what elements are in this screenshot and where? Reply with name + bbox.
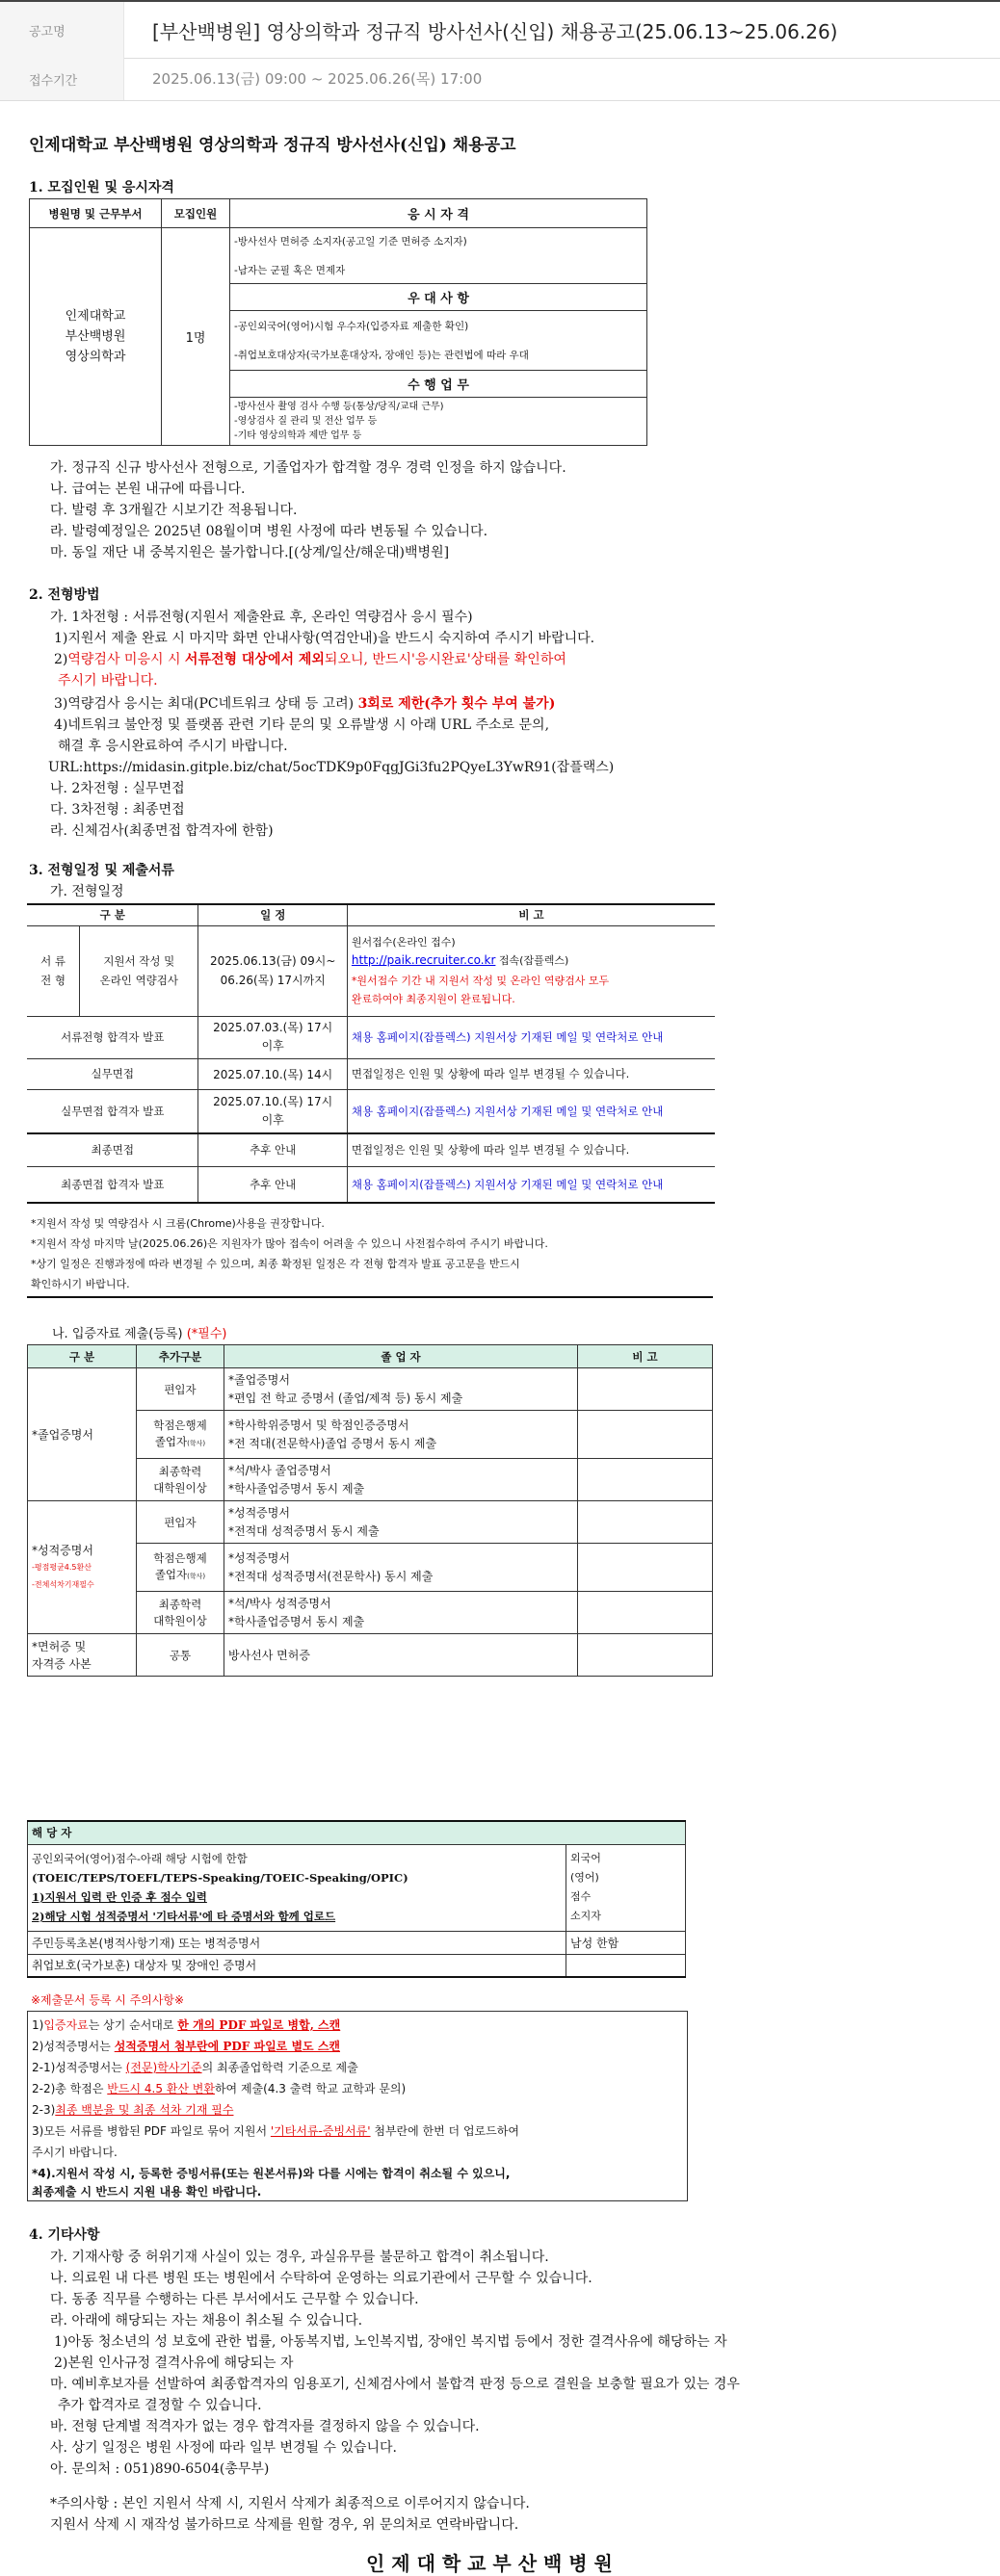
caution-2: 지원서 삭제 시 재작성 불가하므로 삭제를 원할 경우, 위 문의처로 연락바랍니다. bbox=[50, 2517, 519, 2533]
period-row bbox=[0, 56, 1000, 101]
upload-notice-heading: ※제출문서 등록 시 주의사항※ bbox=[31, 1993, 185, 2007]
posting-title: [부산백병원] 영상의학과 정규직 방사선사(신입) 채용공고(25.06.13~25.06.26) bbox=[152, 20, 838, 43]
schedule-table: 구 분 일 정 비 고 서 류 전 형 지원서 작성 및 온라인 역량검사 2025.06.13(금) 09시~ 06.26(목) 17시까지 원서접수(온라인 접수) http://paik.recruiter.co.kr 접속(잡플렉스) *원서접수 기간 내 지원서 작성 및 온라인 역량검사 모두 완료하여야 최종지원이 완료됩니다. 서류전형 합격자 발표 2025.07.03.(목) 17시 이후 채용 홈페이지(잡플렉스) 지원서상 기재된 메일 및 연락처로 안내 실무면접 2025.07.10.(목) 14시 면접일정은 인원 및 상황에 따라 일부 변경될 수 있습니다. 실무면접 합격자 발표 2025.07.10.(목) 17시 이후 채용 홈페이지(잡플렉스) 지원서상 기재된 메일 및 연락처로 안내 최종면접 추후 안내 면접일정은 인원 및 상황에 따라 일부 변경될 수 있습니다. 최종면접 합격자 발표 추후 안내 채용 홈페이지(잡플렉스) 지원서상 기재된 메일 및 연락처로 안내 bbox=[27, 903, 715, 1204]
s3-b: 나. 입증자료 제출(등록) (*필수) bbox=[52, 1327, 227, 1341]
count-cell: 1명 bbox=[162, 228, 230, 446]
s4-f: 바. 전형 단계별 적격자가 없는 경우 합격자를 결정하지 않을 수 있습니다. bbox=[50, 2419, 480, 2434]
col-stage: 구 분 bbox=[27, 904, 198, 925]
qualification-cell: -방사선사 면허증 소지자(공고일 기준 면허증 소지자) -남자는 군필 혹은 면제자 bbox=[230, 228, 647, 284]
s4-e-cont: 추가 합격자로 결정할 수 있습니다. bbox=[58, 2398, 262, 2413]
recruit-site-link[interactable]: http://paik.recruiter.co.kr bbox=[351, 953, 496, 967]
s3-a: 가. 전형일정 bbox=[50, 884, 124, 899]
section-1-heading: 1. 모집인원 및 응시자격 bbox=[29, 180, 174, 195]
s4-g: 사. 상기 일정은 병원 사정에 따라 일부 변경될 수 있습니다. bbox=[50, 2440, 398, 2456]
schedule-note-2: *지원서 작성 마지막 날(2025.06.26)은 지원자가 많아 접속이 어려울 수 있으니 사전접수하여 주시기 바랍니다. bbox=[31, 1237, 548, 1250]
col-schedule: 일 정 bbox=[198, 904, 347, 925]
support-url: URL:https://midasin.gitple.biz/chat/5ocTDK9p0FqgJGi3fu2PQyeL3YwR91(잡플랙스) bbox=[48, 760, 615, 775]
recruitment-table bbox=[29, 198, 647, 446]
divider bbox=[27, 1296, 713, 1298]
duty-heading: 수 행 업 무 bbox=[230, 371, 647, 398]
s2-c: 다. 3차전형 : 최종면접 bbox=[50, 802, 185, 818]
s2-a: 가. 1차전형 : 서류전형(지원서 제출완료 후, 온라인 역량검사 응시 필수) bbox=[50, 610, 473, 625]
upload-notice-box: 1)입증자료는 상기 순서대로 한 개의 PDF 파일로 병합, 스캔 2)성적증명서는 성적증명서 첨부란에 PDF 파일로 별도 스캔 2-1)성적증명서는 (전문)학사기준의 최종졸업학력 기준으로 제출 2-2)총 학점은 반드시 4.5 환산 변환하여 제출(4.3 출력 학교 교학과 문의) 2-3)최종 백분율 및 최종 석차 기재 필수 3)모든 서류를 병합된 PDF 파일로 묶어 지원서 '기타서류-증빙서류' 첨부란에 한번 더 업로드하여 주시기 바랍니다. *4).지원서 작성 시, 등록한 증빙서류(또는 원본서류)와 다를 시에는 합격이 취소될 수 있으니, 최종제출 시 반드시 지원 내용 확인 바랍니다. bbox=[27, 2011, 688, 2201]
contact-info: 아. 문의처 : 051)890-6504(총무부) bbox=[50, 2461, 270, 2477]
s2-a2: 2)역량검사 미응시 시 서류전형 대상에서 제외되오니, 반드시'응시완료'상태를 확인하여 bbox=[54, 652, 566, 667]
col-dept: 병원명 및 근무부서 bbox=[30, 199, 162, 228]
schedule-note-1: *지원서 작성 및 역량검사 시 크롬(Chrome)사용을 권장합니다. bbox=[31, 1217, 325, 1230]
s2-a4-cont: 해결 후 응시완료하여 주시기 바랍니다. bbox=[58, 739, 288, 754]
preference-cell: -공인외국어(영어)시험 우수자(입증자료 제출한 확인) -취업보호대상자(국가보훈대상자, 장애인 등)는 관련법에 따라 우대 bbox=[230, 311, 647, 371]
main-title: 인제대학교 부산백병원 영상의학과 정규직 방사선사(신입) 채용공고 bbox=[29, 136, 516, 155]
eligible-table: 해 당 자 공인외국어(영어)점수-아래 해당 시험에 한함 (TOEIC/TEPS/TOEFL/TEPS-Speaking/TOEIC-Speaking/OPIC) 1)지원서 입력 란 인증 후 점수 입력 2)해당 시험 성적증명서 '기타서류'에 타 증명서와 함께 업로드 외국어 (영어) 점수 소지자 주민등록초본(병적사항기재) 또는 병적증명서 남성 한함 취업보호(국가보훈) 대상자 및 장애인 증명서 bbox=[27, 1820, 686, 1978]
schedule-note-4: 확인하시기 바랍니다. bbox=[31, 1278, 130, 1290]
col-remarks: 비 고 bbox=[347, 904, 715, 925]
col-count: 모집인원 bbox=[162, 199, 230, 228]
note-1d: 라. 발령예정일은 2025년 08월이며 병원 사정에 따라 변동될 수 있습니다. bbox=[50, 524, 488, 539]
s2-d: 라. 신체검사(최종면접 합격자에 한함) bbox=[50, 823, 274, 839]
hospital-footer: 인 제 대 학 교 부 산 백 병 원 bbox=[366, 2552, 613, 2575]
s4-d: 라. 아래에 해당되는 자는 채용이 취소될 수 있습니다. bbox=[50, 2313, 363, 2329]
note-1b: 나. 급여는 본원 내규에 따릅니다. bbox=[50, 481, 246, 497]
s2-a2-cont: 주시기 바랍니다. bbox=[58, 673, 158, 689]
s2-a1: 1)지원서 제출 완료 시 마지막 화면 안내사항(역검안내)을 반드시 숙지하여 주시기 바랍니다. bbox=[54, 631, 595, 646]
s2-a3: 3)역량검사 응시는 최대(PC네트워크 상태 등 고려) 3회로 제한(추가 횟수 부여 불가) bbox=[54, 696, 556, 712]
preference-heading: 우 대 사 항 bbox=[230, 284, 647, 311]
duty-cell: -방사선사 촬영 검사 수행 등(통상/당직/교대 근무) -영상검사 질 관리 및 전산 업무 등 -기타 영상의학과 제반 업무 등 bbox=[230, 398, 647, 446]
section-2-heading: 2. 전형방법 bbox=[29, 587, 100, 603]
doc-screening-label: 서 류 전 형 bbox=[27, 925, 80, 1016]
s2-a4: 4)네트워크 불안정 및 플랫폼 관련 기타 문의 및 오류발생 시 아래 URL 주소로 문의, bbox=[54, 717, 550, 733]
col-qualification: 응 시 자 격 bbox=[230, 199, 647, 228]
period-label: 접수기간 bbox=[29, 74, 78, 89]
title-label: 공고명 bbox=[29, 25, 66, 39]
s4-e: 마. 예비후보자를 선발하여 최종합격자의 임용포기, 신체검사에서 불합격 판정 등으로 결원을 보충할 필요가 있는 경우 bbox=[50, 2377, 740, 2392]
s4-b: 나. 의료원 내 다른 병원 또는 병원에서 수탁하여 운영하는 의료기관에서 근무할 수 있습니다. bbox=[50, 2271, 592, 2286]
note-1a: 가. 정규직 신규 방사선사 전형으로, 기졸업자가 합격할 경우 경력 인정을 하지 않습니다. bbox=[50, 460, 566, 476]
note-1e: 마. 동일 재단 내 중복지원은 불가합니다.[(상계/일산/해운대)백병원] bbox=[50, 545, 450, 560]
schedule-note-3: *상기 일정은 진행과정에 따라 변경될 수 있으며, 최종 확정된 일정은 각 전형 합격자 발표 공고문을 반드시 bbox=[31, 1258, 520, 1270]
documents-table: 구 분 추가구분 졸 업 자 비 고 *졸업증명서 편입자 *졸업증명서 *편입 전 학교 증명서 (졸업/제적 등) 동시 제출 학점은행제 졸업자(학사) *학사학위증명서 및 학점인증증명서 *전 적대(전문학사)졸업 증명서 동시 제출 최종학력 대학원이상 *석/박사 졸업증명서 *학사졸업증명서 동시 제출 *성적증명서 -평점평균4.5환산 -전체석차기재필수 편입자 *성적증명서 *전적대 성적증명서 동시 제출 학점은행제 졸업자(학사) *성적증명서 *전적대 성적증명서(전문학사) 동시 제출 최종학력 대학원이상 *석/박사 성적증명서 *학사졸업증명서 동시 제출 *면허증 및 자격증 사본 공통 방사선사 면허증 bbox=[27, 1344, 713, 1677]
section-3-heading: 3. 전형일정 및 제출서류 bbox=[29, 863, 174, 878]
s4-a: 가. 기재사항 중 허위기재 사실이 있는 경우, 과실유무를 불문하고 합격이 취소됩니다. bbox=[50, 2250, 549, 2265]
dept-cell: 인제대학교 부산백병원 영상의학과 bbox=[30, 228, 162, 446]
s4-d2: 2)본원 인사규정 결격사유에 해당되는 자 bbox=[54, 2355, 294, 2371]
note-1c: 다. 발령 후 3개월간 시보기간 적용됩니다. bbox=[50, 503, 298, 518]
s4-c: 다. 동종 직무를 수행하는 다른 부서에서도 근무할 수 있습니다. bbox=[50, 2292, 419, 2307]
title-row bbox=[0, 0, 1000, 59]
s4-d1: 1)아동 청소년의 성 보호에 관한 법률, 아동복지법, 노인복지법, 장애인 복지법 등에서 정한 결격사유에 해당하는 자 bbox=[54, 2334, 727, 2350]
section-4-heading: 4. 기타사항 bbox=[29, 2227, 100, 2243]
application-period: 2025.06.13(금) 09:00 ~ 2025.06.26(목) 17:00 bbox=[152, 70, 483, 88]
caution-1: *주의사항 : 본인 지원서 삭제 시, 지원서 삭제가 최종적으로 이루어지지 않습니다. bbox=[50, 2496, 530, 2511]
s2-b: 나. 2차전형 : 실무면접 bbox=[50, 781, 185, 796]
